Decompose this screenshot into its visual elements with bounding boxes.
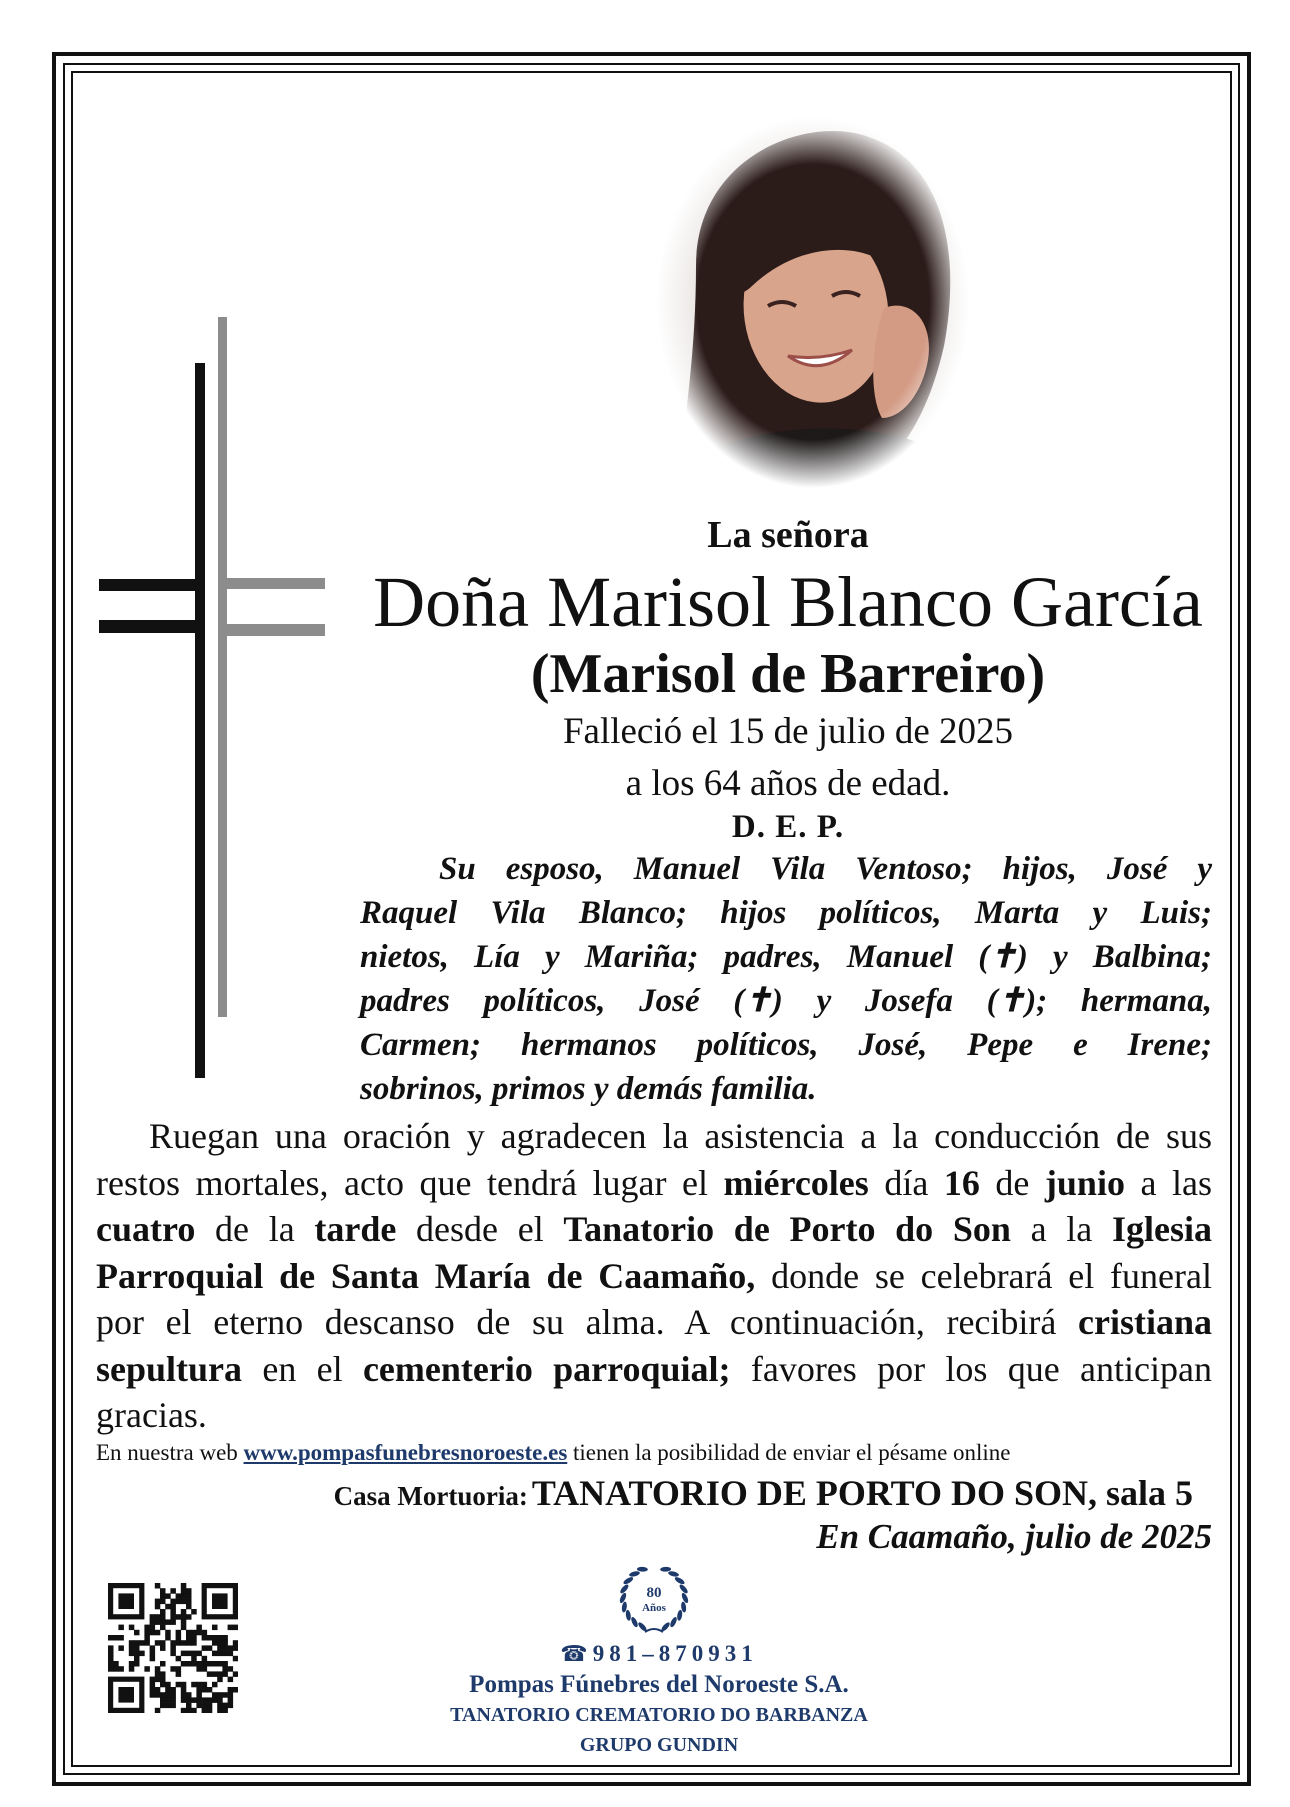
laurel-wreath-icon: [607, 1560, 701, 1638]
service-line: [96, 1392, 1212, 1439]
deceased-name: Doña Marisol Blanco García: [373, 562, 1203, 642]
text-segment: a la: [1010, 1209, 1112, 1249]
phone-number[interactable]: 981–870931: [592, 1641, 758, 1666]
cross-bar-horizontal-black: [99, 620, 205, 633]
text-segment: donde se celebrará el funeral: [755, 1255, 1212, 1296]
bold-text-segment: miércoles: [723, 1162, 869, 1203]
service-line: [96, 1299, 1212, 1346]
bold-text-segment: 16: [943, 1162, 980, 1203]
funeral-service-paragraph: [96, 1113, 1212, 1439]
text-segment: en el: [242, 1348, 363, 1389]
phone-line: [359, 1639, 959, 1669]
mortuary-line: [334, 1470, 1193, 1516]
bold-text-segment: tarde: [314, 1209, 397, 1249]
text-segment: a las: [1124, 1162, 1213, 1203]
phone-icon: [560, 1641, 592, 1666]
text-segment: gracias.: [96, 1395, 207, 1435]
text-segment: día: [868, 1162, 944, 1203]
web-note-suffix: tienen la posibilidad de enviar el pésame online: [573, 1440, 1011, 1465]
text-segment: desde el: [396, 1209, 564, 1249]
cross-bar-horizontal-gray: [218, 578, 325, 589]
bold-text-segment: cuatro: [96, 1209, 196, 1249]
service-line: [96, 1160, 1212, 1207]
badge-number: 80: [646, 1585, 662, 1601]
family-list: [360, 847, 1212, 1111]
web-condolence-note: [96, 1438, 1011, 1468]
cross-bar-horizontal-black: [99, 579, 205, 591]
bold-text-segment: Iglesia: [1111, 1209, 1212, 1249]
text-segment: de la: [195, 1209, 315, 1249]
deceased-nickname: (Marisol de Barreiro): [530, 643, 1046, 705]
mortuary-label: Casa Mortuoria:: [333, 1481, 528, 1511]
cross-bar-vertical-gray: [218, 317, 227, 1017]
bold-text-segment: Parroquial de Santa María de Caamaño,: [96, 1255, 756, 1296]
service-line: [96, 1113, 1212, 1160]
bold-text-segment: junio: [1044, 1162, 1125, 1203]
text-segment: restos mortales, acto que tendrá lugar el: [96, 1162, 724, 1203]
bold-text-segment: Tanatorio de Porto do Son: [563, 1209, 1011, 1249]
text-segment: de: [979, 1162, 1045, 1203]
place-and-date: En Caamaño, julio de 2025: [816, 1517, 1212, 1556]
family-line: sobrinos, primos y demás familia.: [360, 1071, 817, 1107]
service-line: [96, 1346, 1212, 1393]
family-line: Carmen; hermanos políticos, José, Pepe e Irene;: [360, 1027, 1212, 1063]
cross-bar-horizontal-gray: [218, 624, 325, 636]
mortuary-place: TANATORIO DE PORTO DO SON, sala 5: [531, 1473, 1193, 1513]
cross-bar-vertical-black: [195, 363, 205, 1078]
text-segment: favores por los que anticipan: [730, 1348, 1212, 1389]
family-line: Raquel Vila Blanco; hijos políticos, Marta y Luis;: [360, 895, 1212, 931]
funeral-home-facility: TANATORIO CREMATORIO DO BARBANZA: [450, 1704, 868, 1726]
website-link[interactable]: www.pompasfunebresnoroeste.es: [243, 1440, 568, 1465]
text-segment: Ruegan una oración y agradecen la asistencia a la conducción de sus: [149, 1116, 1212, 1156]
family-line: nietos, Lía y Mariña; padres, Manuel (✝) y Balbina;: [360, 939, 1212, 975]
portrait-photo: [656, 116, 970, 488]
badge-label: Años: [642, 1602, 666, 1614]
family-line: Su esposo, Manuel Vila Ventoso; hijos, José y: [439, 851, 1212, 887]
text-segment: por el eterno descanso de su alma. A continuación, recibirá: [96, 1302, 1079, 1342]
bold-text-segment: sepultura: [96, 1348, 243, 1389]
bold-text-segment: cristiana: [1078, 1302, 1212, 1342]
age-at-death: a los 64 años de edad.: [625, 763, 951, 804]
funeral-home-name: Pompas Fúnebres del Noroeste S.A.: [469, 1671, 849, 1698]
service-line: [96, 1253, 1212, 1300]
bold-text-segment: cementerio parroquial;: [362, 1348, 731, 1389]
death-date: Falleció el 15 de julio de 2025: [562, 711, 1014, 752]
web-note-prefix: En nuestra web: [96, 1440, 238, 1465]
salutation: La señora: [707, 514, 869, 556]
rest-in-peace: D. E. P.: [731, 809, 845, 845]
family-line: padres políticos, José (✝) y Josefa (✝); hermana,: [360, 983, 1212, 1019]
qr-code-icon[interactable]: [108, 1583, 238, 1713]
service-line: [96, 1206, 1212, 1253]
funeral-home-group: GRUPO GUNDIN: [579, 1734, 739, 1756]
